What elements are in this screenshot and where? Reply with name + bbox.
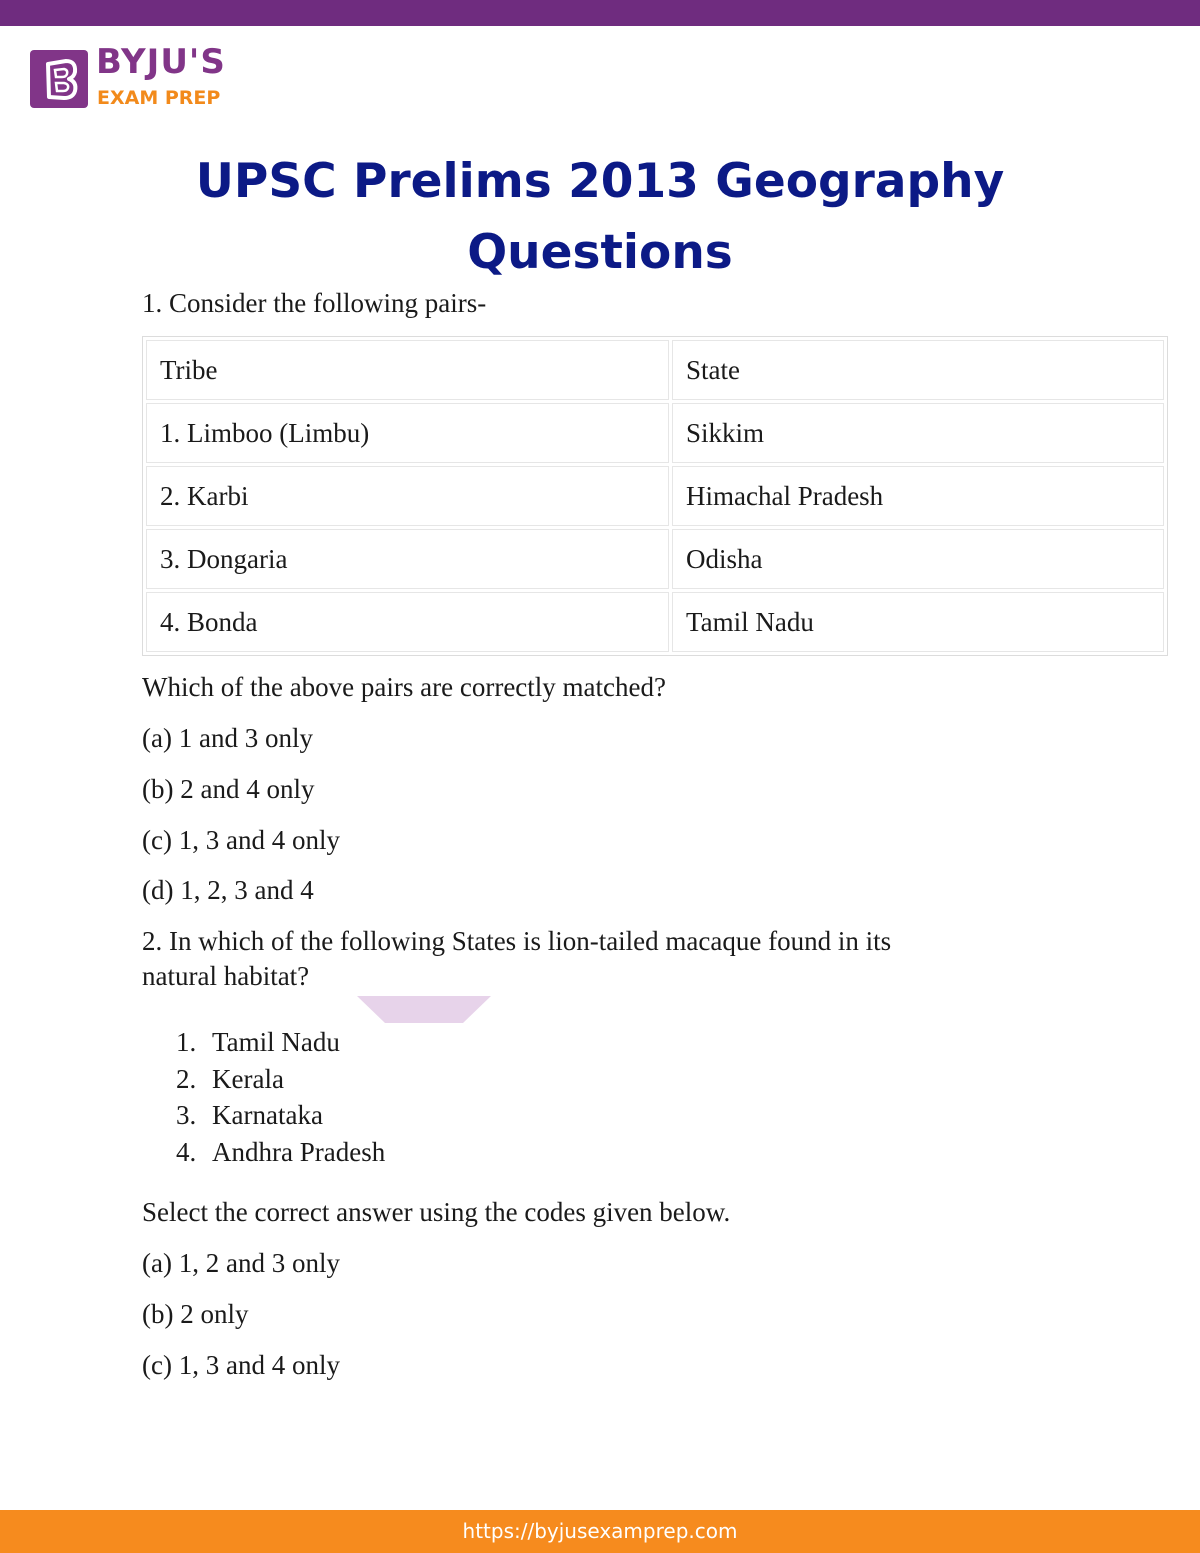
- header-state: State: [672, 340, 1164, 400]
- title-line-1: UPSC Prelims 2013 Geography: [195, 154, 1005, 209]
- decorative-ribbon-shape: [357, 996, 491, 1024]
- table-row: [146, 592, 1164, 652]
- q1-option-a: (a) 1 and 3 only: [142, 723, 313, 753]
- q2-prompt-line-2: natural habitat?: [142, 961, 310, 991]
- q2-option-a: (a) 1, 2 and 3 only: [142, 1248, 340, 1278]
- list-item: 3. Karnataka: [176, 1100, 323, 1130]
- q2-option-b: (b) 2 only: [142, 1299, 249, 1329]
- brand-name: BYJU'S: [96, 42, 226, 82]
- q2-prompt-line-1: 2. In which of the following States is lion-tailed macaque found in its: [142, 926, 892, 956]
- byjus-b-logo-icon: [30, 50, 88, 108]
- q2-instruction: Select the correct answer using the codes given below.: [142, 1197, 731, 1227]
- header-tribe: Tribe: [146, 340, 669, 400]
- page-title: [0, 146, 1200, 288]
- title-line-2: Questions: [467, 225, 733, 280]
- q2-option-c: (c) 1, 3 and 4 only: [142, 1350, 340, 1380]
- cell-state: Tamil Nadu: [672, 592, 1164, 652]
- q1-option-b: (b) 2 and 4 only: [142, 774, 315, 804]
- table-row: [146, 403, 1164, 463]
- list-item: 4. Andhra Pradesh: [176, 1136, 386, 1167]
- cell-tribe: 1. Limboo (Limbu): [146, 403, 669, 463]
- table-row: [146, 466, 1164, 526]
- cell-state: Odisha: [672, 529, 1164, 589]
- cell-state: Sikkim: [672, 403, 1164, 463]
- cell-tribe: 3. Dongaria: [146, 529, 669, 589]
- cell-state: Himachal Pradesh: [672, 466, 1164, 526]
- q2-state-list: [176, 1024, 385, 1170]
- cell-tribe: 4. Bonda: [146, 592, 669, 652]
- tribe-state-table: [142, 336, 1168, 656]
- q1-prompt: 1. Consider the following pairs-: [142, 288, 487, 318]
- q1-option-c: (c) 1, 3 and 4 only: [142, 825, 340, 855]
- list-item: 2. Kerala: [176, 1063, 284, 1094]
- brand-subtitle: EXAM PREP: [97, 87, 221, 109]
- table-header-row: [146, 340, 1164, 400]
- footer-bar: [0, 1510, 1200, 1553]
- table-row: [146, 529, 1164, 589]
- cell-tribe: 2. Karbi: [146, 466, 669, 526]
- q1-option-d: (d) 1, 2, 3 and 4: [142, 875, 314, 905]
- footer-url-link[interactable]: https://byjusexamprep.com: [462, 1519, 738, 1543]
- list-item: 1. Tamil Nadu: [176, 1027, 340, 1057]
- q1-question: Which of the above pairs are correctly matched?: [142, 672, 666, 702]
- brand-logo: [30, 42, 270, 112]
- top-brand-bar: [0, 0, 1200, 26]
